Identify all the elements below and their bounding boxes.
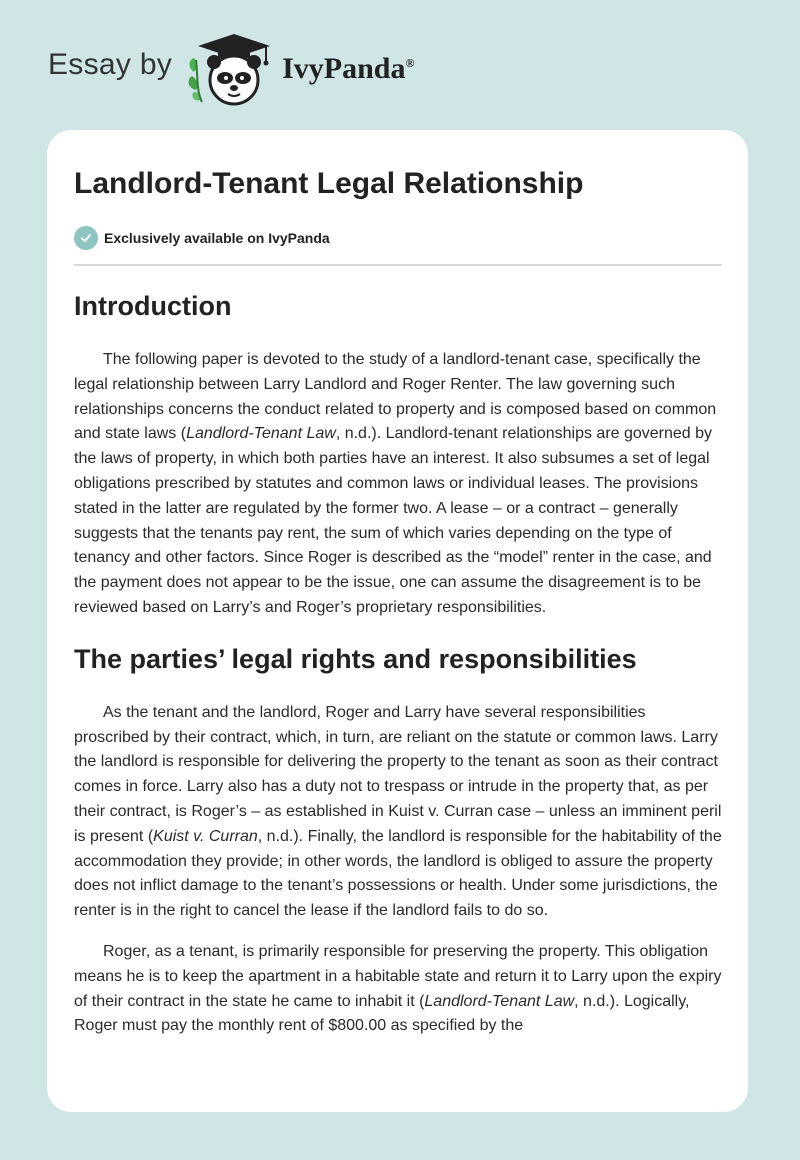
site-header: [48, 30, 414, 110]
essay-by-label: Essay by: [48, 48, 173, 81]
citation: Kuist v. Curran: [153, 827, 258, 845]
citation: Landlord-Tenant Law: [424, 992, 575, 1010]
section-heading-rights: The parties’ legal rights and responsibilities: [74, 643, 637, 674]
brand-name[interactable]: IvyPanda®: [282, 52, 415, 85]
essay-title: Landlord-Tenant Legal Relationship: [74, 167, 584, 200]
paragraph: As the tenant and the landlord, Roger and Larry have several responsibilities proscribed by their contract, which, in turn, are reliant on the statute or common laws. Larry the landlord is responsible for delivering the property to the tenant as soon as their contract comes in force. Larry also has a duty not to trespass or intrude in the property that, as per their contract, is Roger’s – as established in Kuist v. Curran case – unless an imminent peril is present (Kuist v. Curran, n.d.). Finally, the landlord is responsible for the habitability of the accommodation they provide; in other words, the landlord is obliged to assure the property does not inflict damage to the tenant’s possessions or health. Under some jurisdictions, the renter is in the right to cancel the lease if the landlord fails to do so.: [74, 703, 722, 920]
paragraph: Roger, as a tenant, is primarily responsible for preserving the property. This obligation means he is to keep the apartment in a habitable state and return it to Larry upon the expiry of their contract in the state he came to inhabit it (Landlord-Tenant Law, n.d.). Logically, Roger must pay the monthly rent of $800.00 as specified by the: [74, 942, 722, 1035]
trademark-symbol: ®: [405, 56, 415, 70]
citation: Landlord-Tenant Law: [186, 425, 336, 443]
essay-card: [47, 130, 748, 1112]
checkmark-icon: [74, 226, 98, 250]
exclusive-badge: [74, 226, 722, 250]
divider: [74, 264, 722, 266]
panda-logo-icon[interactable]: [184, 30, 276, 110]
exclusive-badge-text: Exclusively available on IvyPanda: [104, 230, 330, 246]
section-heading-introduction: Introduction: [74, 291, 232, 321]
paragraph: The following paper is devoted to the study of a landlord-tenant case, specifically the legal relationship between Larry Landlord and Roger Renter. The law governing such relationships concerns the conduct related to property and is composed based on common and state laws (Landlord-Tenant Law, n.d.). Landlord-tenant relationships are governed by the laws of property, in which both parties have an interest. It also subsumes a set of legal obligations prescribed by statutes and common laws or individual leases. The provisions stated in the latter are regulated by the former two. A lease – or a contract – generally suggests that the tenants pay rent, the sum of which varies depending on the type of tenancy and other factors. Since Roger is described as the “model” renter in the case, and the payment does not appear to be the issue, one can assume the disagreement is to be reviewed based on Larry’s and Roger’s proprietary responsibilities.: [74, 351, 717, 616]
